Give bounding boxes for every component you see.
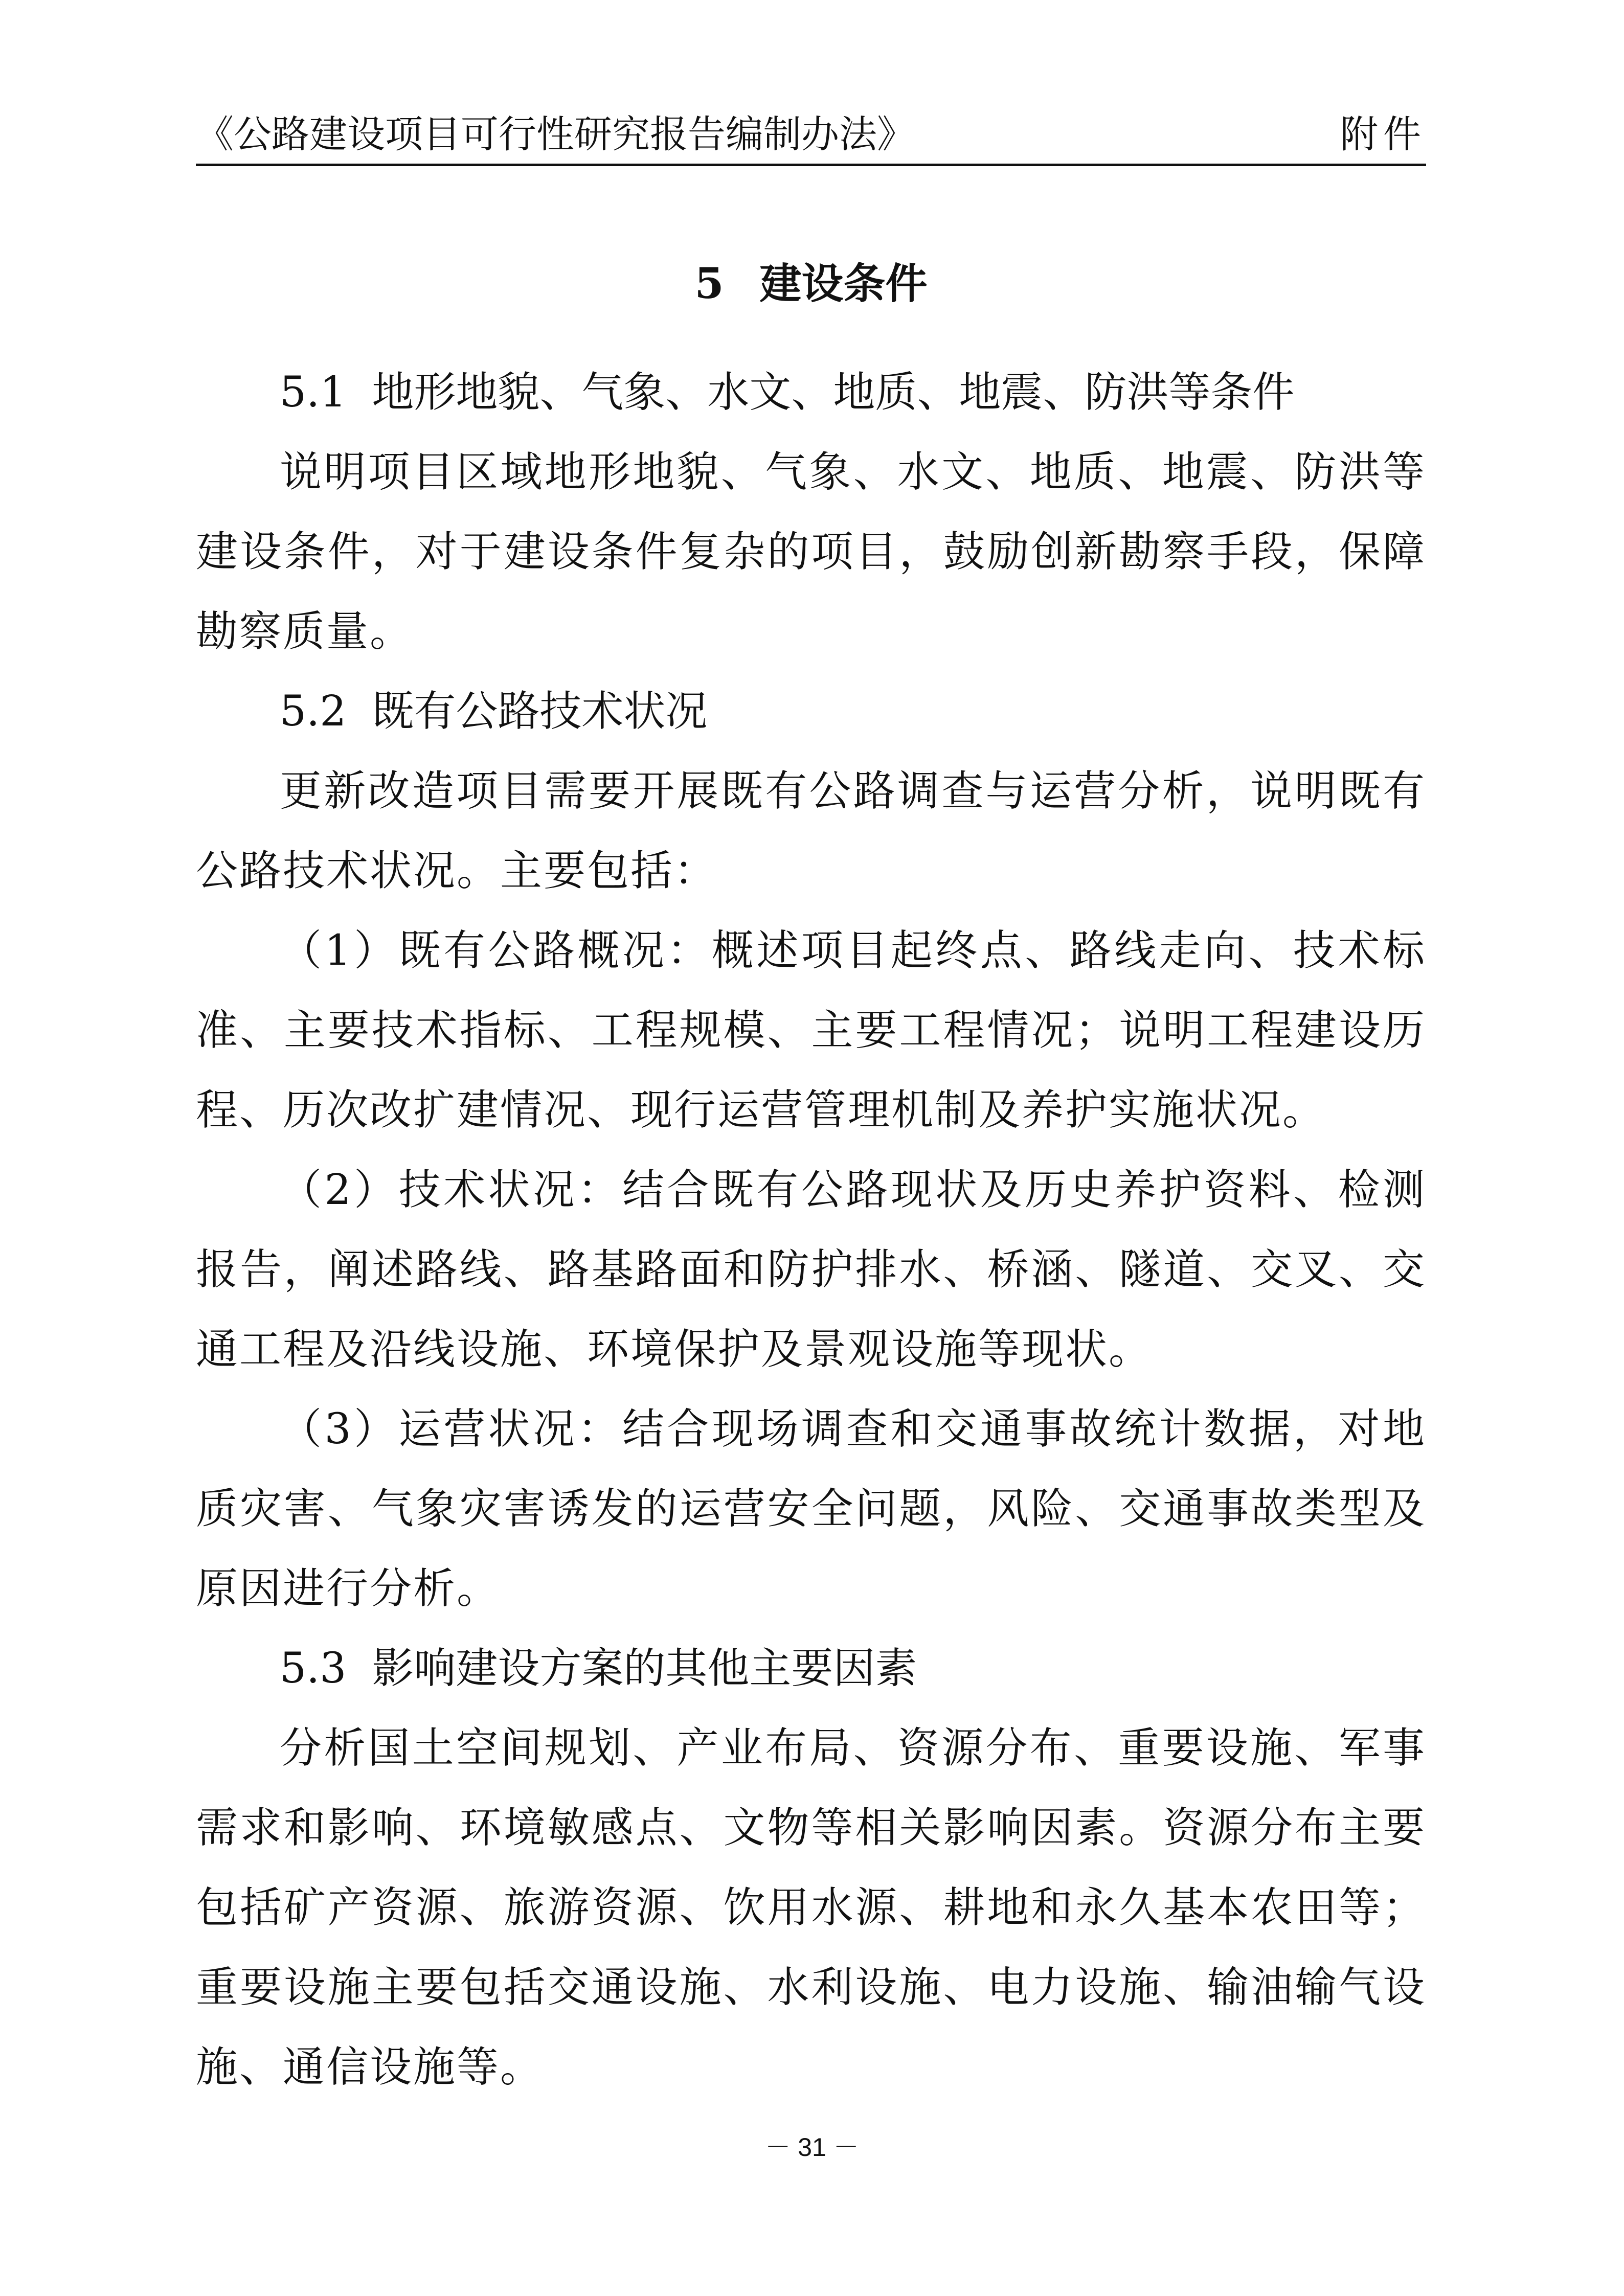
section-heading-5-2 (196, 672, 1426, 752)
section-title: 既有公路技术状况 (372, 687, 708, 736)
section-number: 5.1 (280, 368, 347, 417)
section-title: 地形地貌、气象、水文、地质、地震、防洪等条件 (372, 368, 1295, 417)
section-heading-5-1 (196, 353, 1426, 433)
chapter-number: 5 (694, 259, 724, 308)
chapter-heading (196, 251, 1426, 310)
header-section-label: 附件 (1340, 112, 1426, 156)
paragraph: 分析国土空间规划、产业布局、资源分布、重要设施、军事需求和影响、环境敏感点、文物等相关影响因素。资源分布主要包括矿产资源、旅游资源、饮用水源、耕地和永久基本农田等；重要设施主要包括交通设施、水利设施、电力设施、输油输气设施、通信设施等。 (196, 1724, 1426, 2092)
section-heading-5-3 (196, 1629, 1426, 1709)
section-title: 影响建设方案的其他主要因素 (372, 1644, 917, 1693)
header-document-title: 《公路建设项目可行性研究报告编制办法》 (196, 112, 915, 156)
paragraph-item-1: （1）既有公路概况：概述项目起终点、路线走向、技术标准、主要技术指标、工程规模、主要工程情况；说明工程建设历程、历次改扩建情况、现行运营管理机制及养护实施状况。 (196, 926, 1426, 1134)
page-header (196, 112, 1426, 166)
paragraph-item-2: （2）技术状况：结合既有公路现状及历史养护资料、检测报告，阐述路线、路基路面和防护排水、桥涵、隧道、交叉、交通工程及沿线设施、环境保护及景观设施等现状。 (196, 1166, 1426, 1374)
section-number: 5.2 (280, 687, 347, 736)
paragraph-item-3: （3）运营状况：结合现场调查和交通事故统计数据，对地质灾害、气象灾害诱发的运营安全问题，风险、交通事故类型及原因进行分析。 (196, 1405, 1426, 1613)
section-number: 5.3 (280, 1644, 347, 1693)
page-number: － 31 － (765, 2133, 859, 2162)
paragraph: 更新改造项目需要开展既有公路调查与运营分析，说明既有公路技术状况。主要包括： (196, 767, 1426, 895)
document-body (196, 353, 1426, 2107)
chapter-title: 建设条件 (759, 259, 928, 308)
paragraph: 说明项目区域地形地貌、气象、水文、地质、地震、防洪等建设条件，对于建设条件复杂的项目，鼓励创新勘察手段，保障勘察质量。 (196, 448, 1426, 656)
